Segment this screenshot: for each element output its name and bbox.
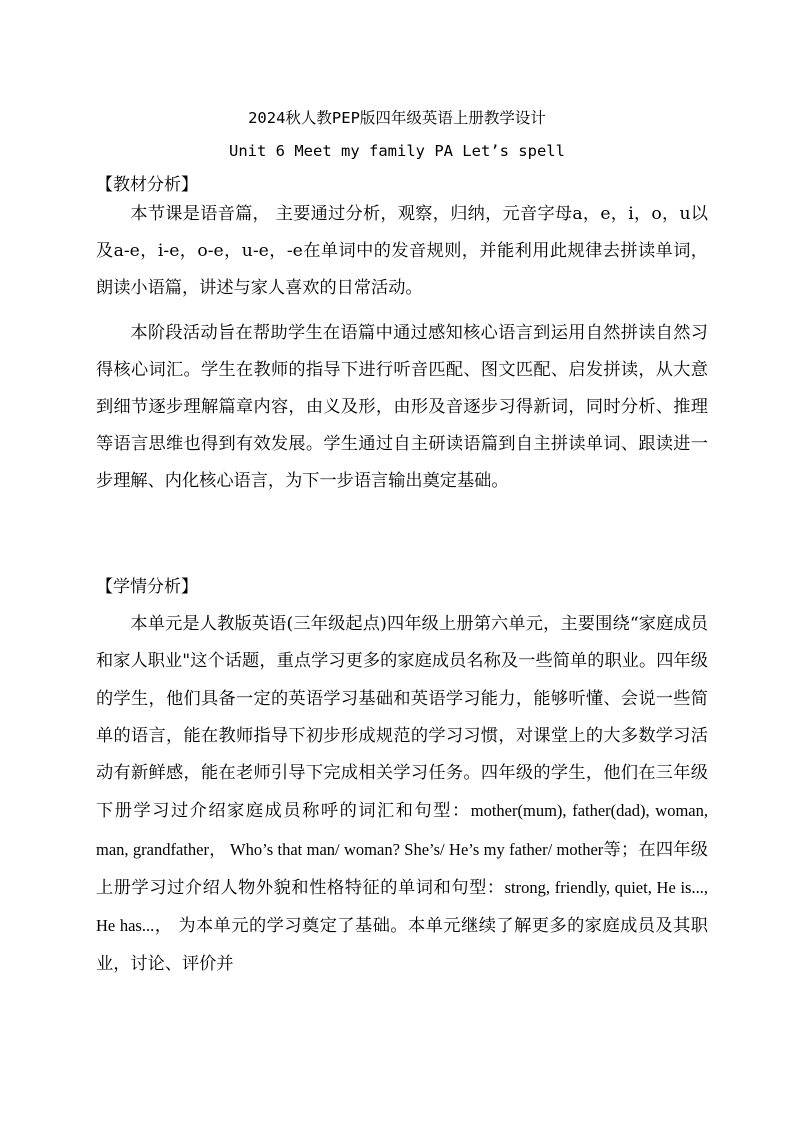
document-subtitle: Unit 6 Meet my family PA Let’s spell (229, 142, 565, 160)
paragraph-text: ， 为本单元的学习奠定了基础。本单元继续了解更多的家庭成员及其职业，讨论、评价并 (96, 916, 708, 974)
paragraph-text: 等；在四年级上册学习过介绍人物外貌和性格特征的单词和句型： (96, 839, 708, 899)
paragraph-student-analysis (96, 606, 708, 983)
paragraph-textbook-analysis-2: 本阶段活动旨在帮助学生在语篇中通过感知核心语言到运用自然拼读自然习得核心词汇。学生在教师的指导下进行听音匹配、图文匹配、启发拼读，从大意到细节逐步理解篇章内容，由义及形，由形及音逐步习得新词，同时分析、推理等语言思维也得到有效发展。学生通过自主研读语篇到自主拼读单词、跟读进一步理解、内化核心语言，为下一步语言输出奠定基础。 (96, 323, 708, 491)
english-vocabulary-text: mother(mum), father(dad), woman, man, grandfather， Who’s that man/ woman? She’s/ He’s my father/ mother (96, 801, 708, 859)
section-heading-textbook-analysis: 【教材分析】 (96, 175, 198, 195)
paragraph-textbook-analysis-1: 本节课是语音篇， 主要通过分析，观察，归纳，元音字母a，e，i，o，u以及a-e，i-e，o-e，u-e，-e在单词中的发音规则，并能利用此规律去拼读单词，朗读小语篇，讲述与家人喜欢的日常活动。 (96, 204, 708, 298)
paragraph-text: 本单元是人教版英语(三年级起点)四年级上册第六单元，主要围绕“家庭成员和家人职业"这个话题，重点学习更多的家庭成员名称及一些简单的职业。四年级的学生，他们具备一定的英语学习基础和英语学习能力，能够听懂、会说一些简单的语言，能在教师指导下初步形成规范的学习习惯，对课堂上的大多数学习活动有新鲜感，能在老师引导下完成相关学习任务。四年级的学生，他们在三年级下册学习过介绍家庭成员称呼的词汇和句型： (96, 614, 708, 822)
section-heading-student-analysis: 【学情分析】 (96, 577, 198, 597)
english-sentence-patterns: strong, friendly, quiet, He is..., He has... (96, 878, 708, 936)
document-title: 2024秋人教PEP版四年级英语上册教学设计 (248, 109, 546, 127)
